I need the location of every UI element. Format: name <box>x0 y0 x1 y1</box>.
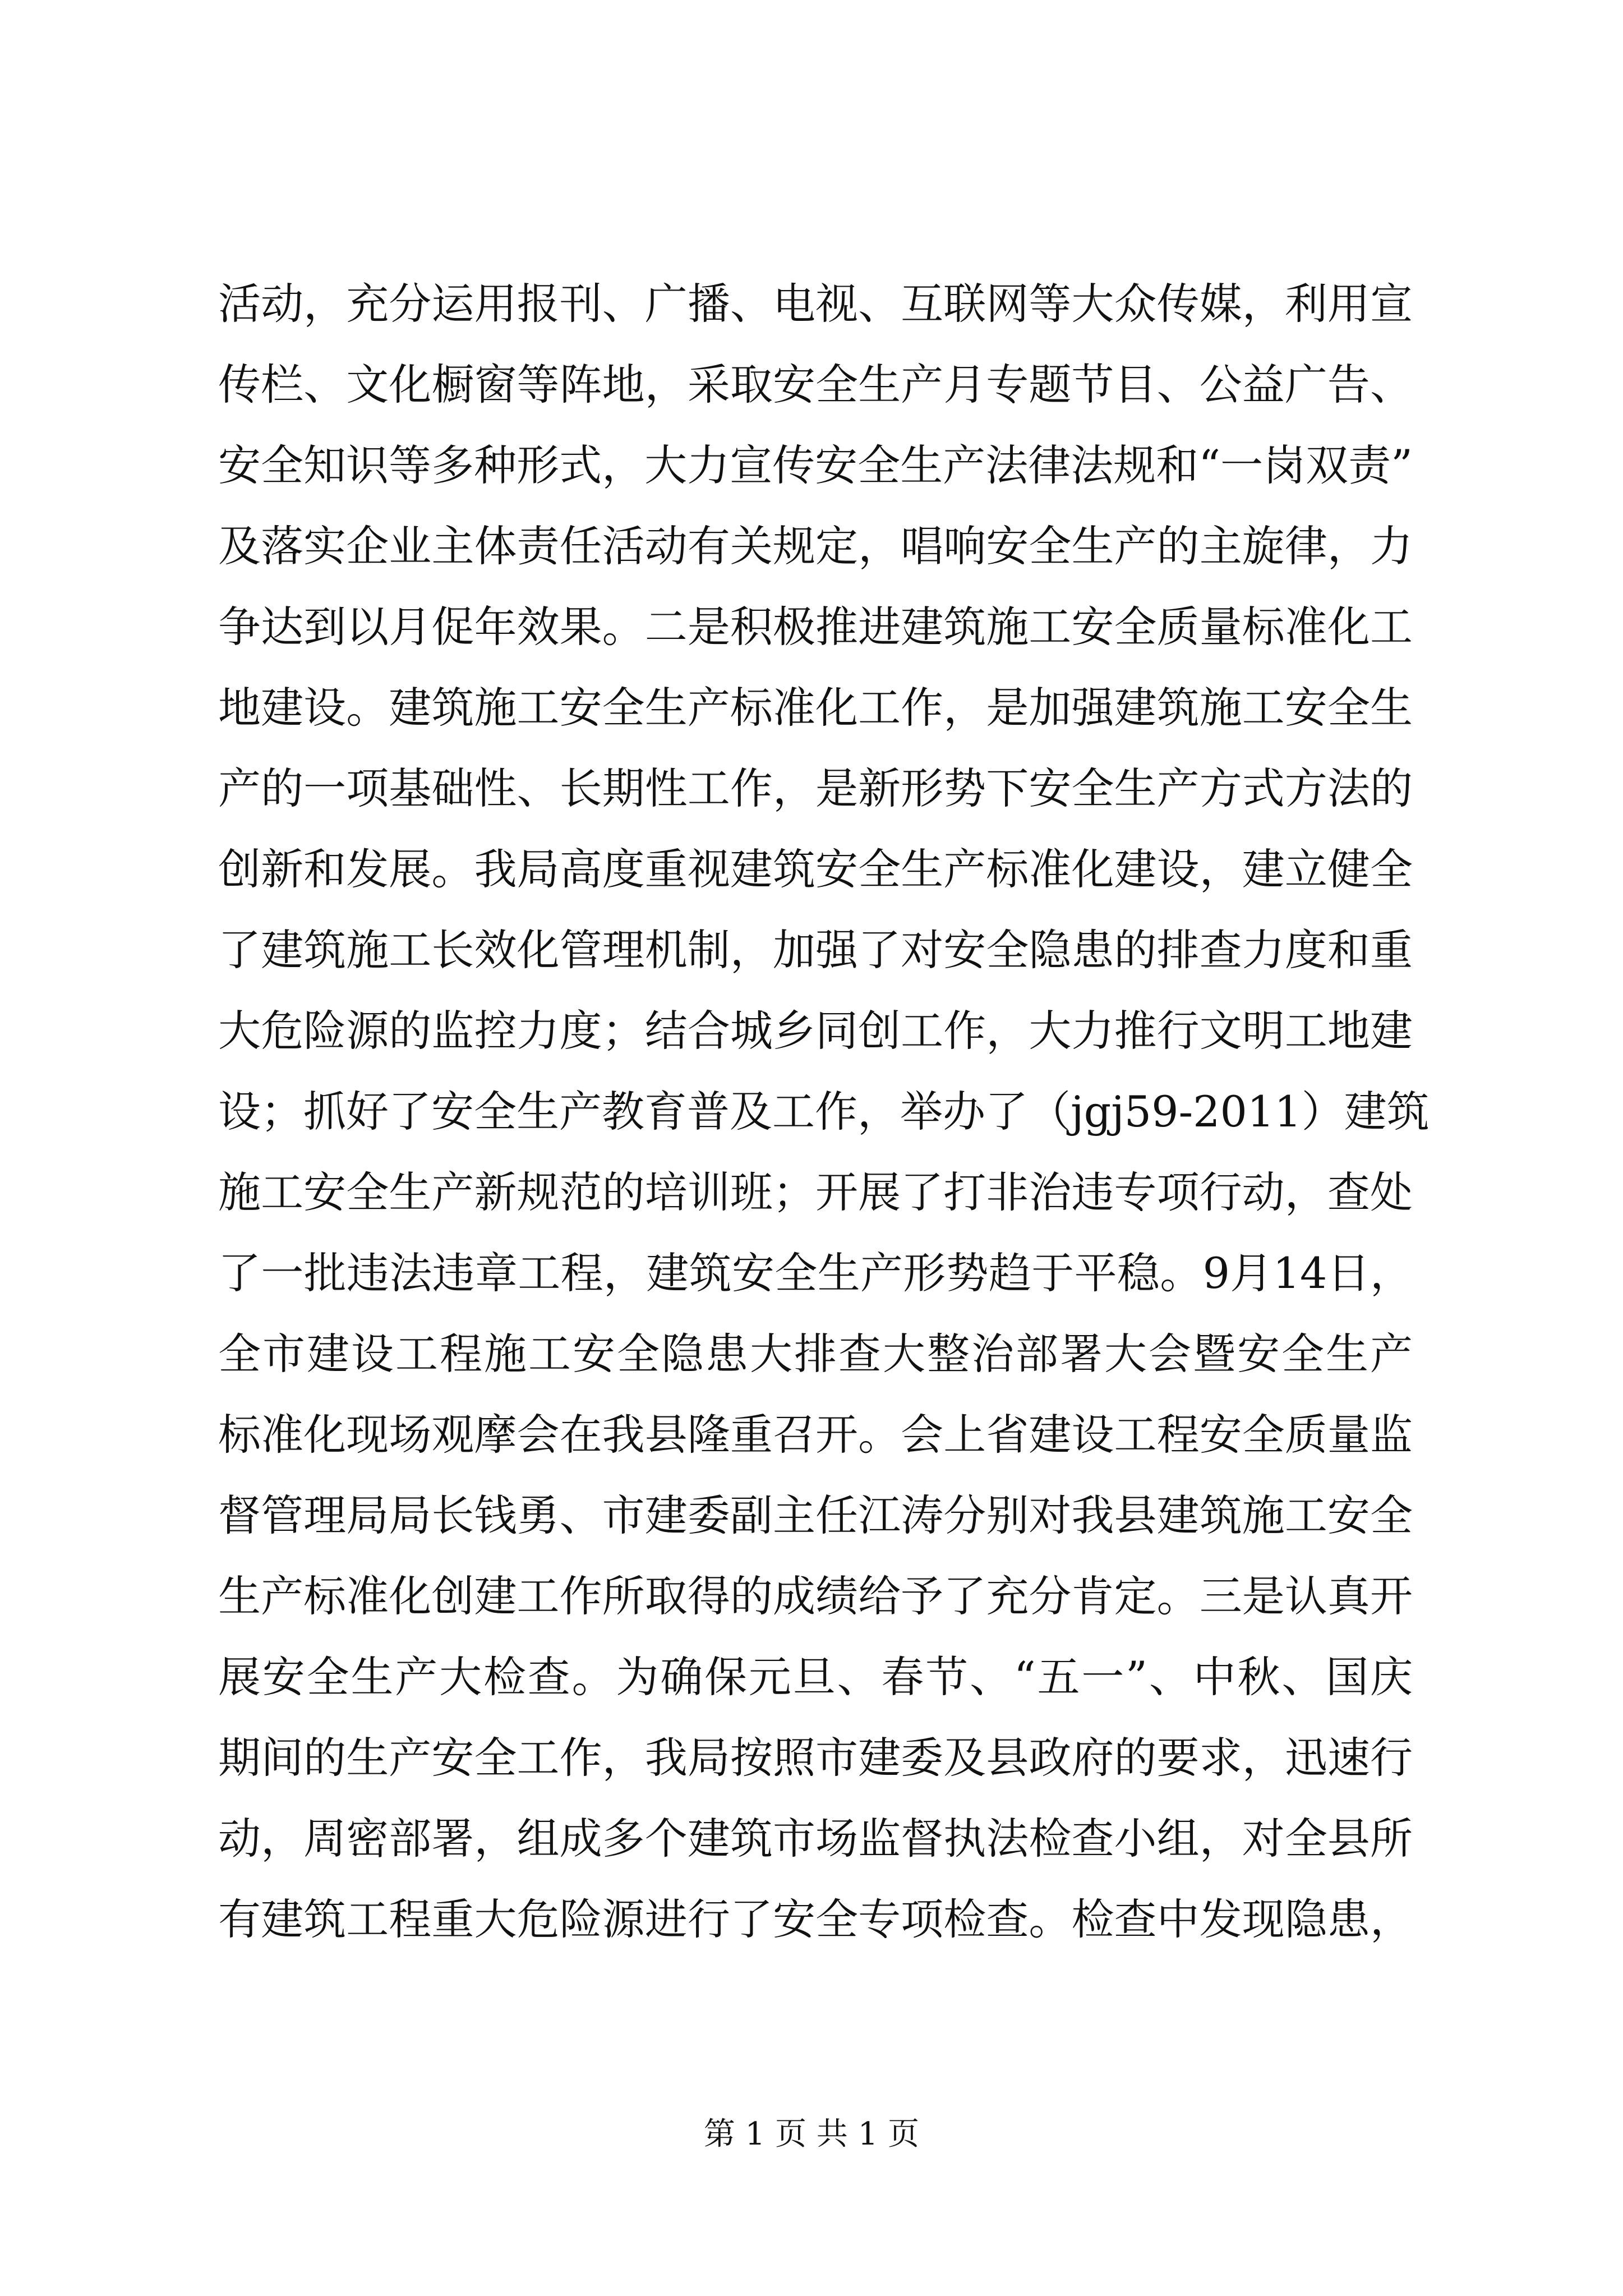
text-line: 创新和发展。我局高度重视建筑安全生产标准化建设，建立健全 <box>218 844 1413 894</box>
text-line: 传栏、文化橱窗等阵地，采取安全生产月专题节目、公益广告、 <box>218 360 1413 409</box>
text-line: 大危险源的监控力度；结合城乡同创工作，大力推行文明工地建 <box>218 1006 1413 1056</box>
page-number-footer: 第 1 页 共 1 页 <box>703 2116 920 2152</box>
text-line: 及落实企业主体责任活动有关规定，唱响安全生产的主旋律，力 <box>218 521 1413 571</box>
text-line: 设；抓好了安全生产教育普及工作，举办了（jgj59-2011）建筑 <box>218 1087 1430 1137</box>
body-paragraph <box>218 264 1430 1960</box>
text-line: 展安全生产大检查。为确保元旦、春节、“五一”、中秋、国庆 <box>218 1652 1413 1702</box>
text-line: 活动，充分运用报刊、广播、电视、互联网等大众传媒，利用宣 <box>218 279 1413 329</box>
text-line: 了建筑施工长效化管理机制，加强了对安全隐患的排查力度和重 <box>218 925 1413 975</box>
text-line: 了一批违法违章工程，建筑安全生产形势趋于平稳。9月14日， <box>218 1248 1413 1298</box>
text-line: 地建设。建筑施工安全生产标准化工作，是加强建筑施工安全生 <box>218 683 1413 733</box>
text-line: 产的一项基础性、长期性工作，是新形势下安全生产方式方法的 <box>218 763 1413 813</box>
text-line: 生产标准化创建工作所取得的成绩给予了充分肯定。三是认真开 <box>218 1571 1413 1621</box>
text-line: 督管理局局长钱勇、市建委副主任江涛分别对我县建筑施工安全 <box>218 1490 1413 1540</box>
text-line: 期间的生产安全工作，我局按照市建委及县政府的要求，迅速行 <box>218 1733 1413 1783</box>
text-line: 全市建设工程施工安全隐患大排查大整治部署大会暨安全生产 <box>218 1329 1413 1379</box>
text-line: 安全知识等多种形式，大力宣传安全生产法律法规和“一岗双责” <box>218 440 1413 490</box>
text-line: 标准化现场观摩会在我县隆重召开。会上省建设工程安全质量监 <box>218 1410 1413 1460</box>
text-line: 动，周密部署，组成多个建筑市场监督执法检查小组，对全县所 <box>218 1814 1413 1864</box>
text-line: 争达到以月促年效果。二是积极推进建筑施工安全质量标准化工 <box>218 602 1413 652</box>
text-line: 有建筑工程重大危险源进行了安全专项检查。检查中发现隐患， <box>218 1894 1413 1944</box>
text-line: 施工安全生产新规范的培训班；开展了打非治违专项行动，查处 <box>218 1167 1413 1217</box>
